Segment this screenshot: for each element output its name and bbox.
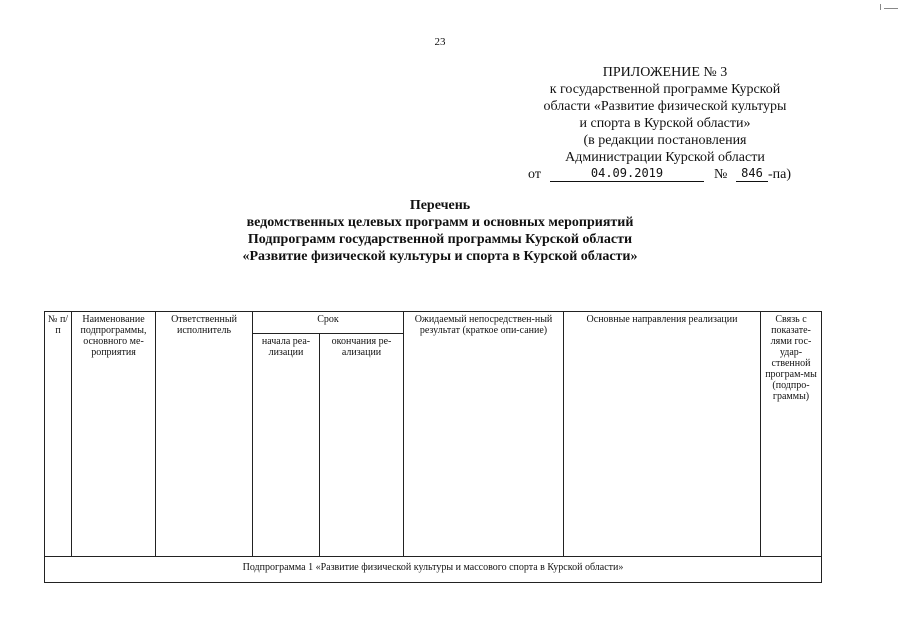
header-num: № п/п xyxy=(45,312,72,557)
title-line: Подпрограмм государственной программы Курской области xyxy=(247,232,633,247)
decree-date-line xyxy=(500,166,830,184)
page-number: 23 xyxy=(434,36,446,48)
header-name: Наименование подпрограммы, основного ме-роприятия xyxy=(72,312,156,557)
header-executor: Ответственный исполнитель xyxy=(156,312,253,557)
programs-table xyxy=(44,311,822,583)
header-link: Связь с показате-лями гос-удар-ственной програм-мы (подпро-граммы) xyxy=(761,312,822,557)
annex-line: и спорта в Курской области» xyxy=(579,116,751,131)
title-line: ведомственных целевых программ и основных мероприятий xyxy=(246,215,634,230)
number-suffix: -па) xyxy=(768,167,792,182)
header-term: Срок xyxy=(253,312,404,334)
header-term-end: окончания ре-ализации xyxy=(320,334,404,557)
annex-line: Администрации Курской области xyxy=(565,150,765,165)
corner-mark xyxy=(880,4,881,10)
ot-label: от xyxy=(528,167,541,182)
decree-number: 846 xyxy=(736,166,768,182)
header-row xyxy=(45,312,822,334)
title-line: Перечень xyxy=(409,198,471,213)
annex-line: к государственной программе Курской xyxy=(549,82,781,97)
header-term-start: начала реа-лизации xyxy=(253,334,320,557)
header-directions: Основные направления реализации xyxy=(564,312,761,557)
annex-line: области «Развитие физической культуры xyxy=(543,99,787,114)
header-result: Ожидаемый непосредствен-ный результат (краткое опи-сание) xyxy=(404,312,564,557)
document-title xyxy=(100,197,780,265)
title-line: «Развитие физической культуры и спорта в Курской области» xyxy=(242,249,638,264)
number-label: № xyxy=(714,167,728,182)
decree-date: 04.09.2019 xyxy=(550,166,704,182)
corner-mark-line xyxy=(884,8,898,9)
annex-title: ПРИЛОЖЕНИЕ № 3 xyxy=(602,65,728,80)
annex-line: (в редакции постановления xyxy=(583,133,747,148)
subprogram-row xyxy=(45,556,822,582)
subprogram-title: Подпрограмма 1 «Развитие физической культуры и массового спорта в Курской области» xyxy=(45,556,822,582)
annex-block xyxy=(500,64,830,184)
